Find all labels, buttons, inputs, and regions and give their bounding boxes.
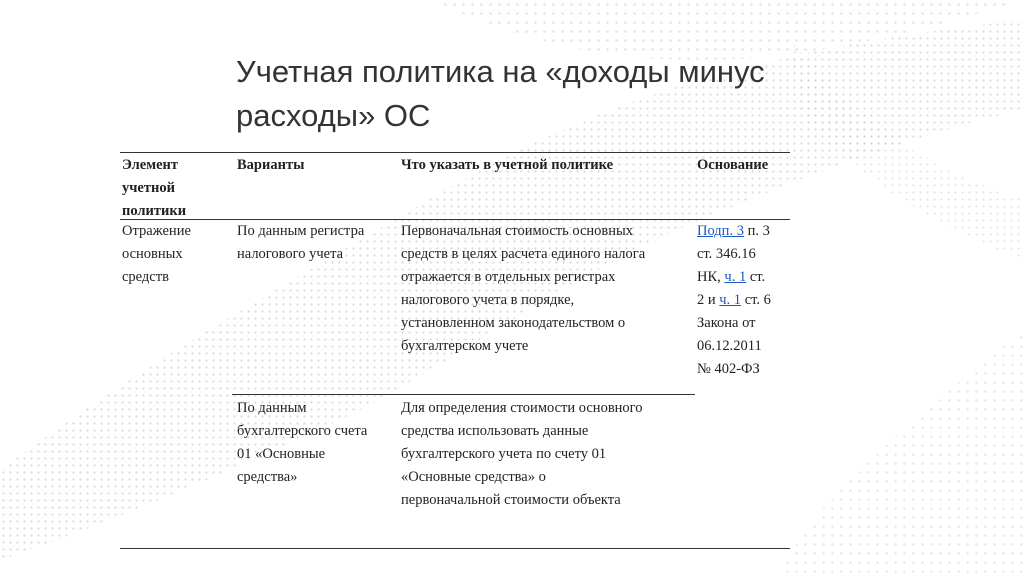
row1-what: Первоначальная стоимость основных средств в целях расчета единого налога отражается в отдельных регистрах налогового учета в порядке, установленном законодательством о бухгалтерском учете [401, 223, 646, 354]
row1-basis: Подп. 3 п. 3 ст. 346.16 НК, ч. 1 ст. 2 и ч. 1 ст. 6 Закона от 06.12.2011 № 402-ФЗ [697, 223, 771, 377]
slide-title-line-2: расходы» ОС [236, 98, 431, 133]
table-bottom-rule [120, 548, 790, 549]
link-ch-1-st-6[interactable]: ч. 1 [719, 292, 742, 308]
header-variants: Варианты [237, 157, 305, 173]
table-top-rule [120, 152, 790, 153]
header-what: Что указать в учетной политике [401, 157, 614, 173]
slide-title-line-1: Учетная политика на «доходы минус [236, 54, 765, 89]
header-element: Элемент учетной политики [122, 157, 187, 219]
row2-variant: По данным бухгалтерского счета 01 «Основные средства» [237, 400, 368, 485]
link-podp-3[interactable]: Подп. 3 [697, 223, 744, 239]
row2-what: Для определения стоимости основного средства использовать данные бухгалтерского учета по счету 01 «Основные средства» о первоначальной стоимости объекта [401, 400, 643, 508]
row-divider-rule [232, 394, 695, 395]
row1-variant: По данным регистра налогового учета [237, 223, 365, 262]
slide-title [236, 50, 836, 138]
link-ch-1-st-2[interactable]: ч. 1 [724, 269, 747, 285]
header-basis: Основание [697, 157, 769, 173]
row1-element: Отражение основных средств [122, 223, 191, 285]
